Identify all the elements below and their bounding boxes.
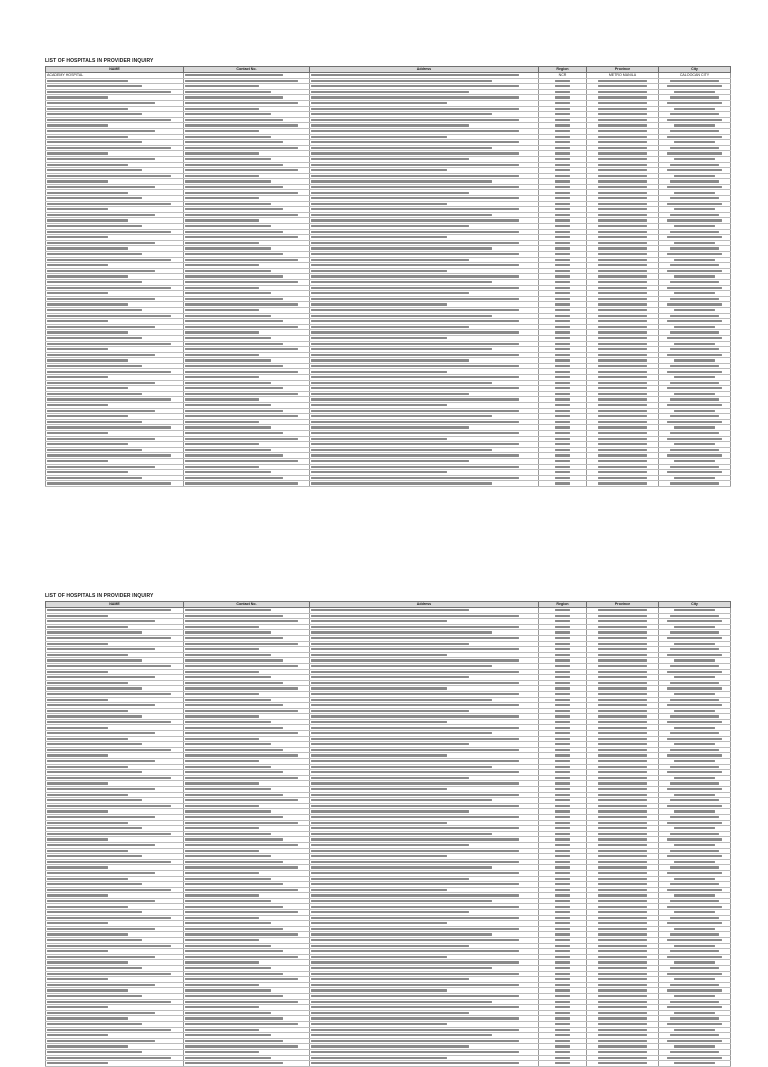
hospital-contact <box>184 842 310 848</box>
hospital-address <box>310 781 539 787</box>
table-row <box>46 352 731 358</box>
hospital-city <box>659 453 731 459</box>
hospital-contact <box>184 279 310 285</box>
hospital-city <box>659 285 731 291</box>
hospital-address <box>310 859 539 865</box>
hospital-name <box>46 257 184 263</box>
column-header-contact: Contact No. <box>184 602 310 608</box>
hospital-address <box>310 703 539 709</box>
hospital-contact <box>184 458 310 464</box>
hospital-address <box>310 960 539 966</box>
hospital-address <box>310 162 539 168</box>
hospital-city <box>659 134 731 140</box>
hospital-address <box>310 140 539 146</box>
hospital-city <box>659 770 731 776</box>
hospital-city <box>659 302 731 308</box>
hospital-address <box>310 352 539 358</box>
table-row <box>46 647 731 653</box>
hospital-contact <box>184 753 310 759</box>
hospital-city <box>659 1055 731 1061</box>
hospital-contact <box>184 235 310 241</box>
hospital-city <box>659 954 731 960</box>
hospital-name <box>46 425 184 431</box>
hospital-name <box>46 453 184 459</box>
column-header-city: City <box>659 67 731 73</box>
hospital-name <box>46 397 184 403</box>
table-row <box>46 859 731 865</box>
table-row <box>46 481 731 487</box>
hospital-name <box>46 341 184 347</box>
table-row <box>46 436 731 442</box>
hospital-address <box>310 319 539 325</box>
hospital-city <box>659 218 731 224</box>
table-row <box>46 128 731 134</box>
hospital-contact <box>184 977 310 983</box>
column-header-address: Address <box>310 602 539 608</box>
hospital-contact <box>184 1044 310 1050</box>
hospital-city: CALOOCAN CITY <box>659 73 731 79</box>
hospital-city <box>659 1005 731 1011</box>
hospital-contact <box>184 212 310 218</box>
hospital-city <box>659 921 731 927</box>
table-row <box>46 145 731 151</box>
hospital-address <box>310 770 539 776</box>
hospital-name <box>46 1055 184 1061</box>
hospital-address <box>310 151 539 157</box>
hospital-address <box>310 431 539 437</box>
hospital-province <box>587 1061 659 1067</box>
hospital-city <box>659 100 731 106</box>
hospital-address <box>310 307 539 313</box>
hospital-city <box>659 184 731 190</box>
hospital-contact <box>184 347 310 353</box>
hospital-contact <box>184 391 310 397</box>
hospital-address <box>310 117 539 123</box>
hospital-city <box>659 268 731 274</box>
hospital-address <box>310 613 539 619</box>
table-row <box>46 285 731 291</box>
hospital-table-body <box>46 73 731 487</box>
column-header-province: Province <box>587 67 659 73</box>
hospital-address <box>310 375 539 381</box>
hospital-address <box>310 263 539 269</box>
hospital-address <box>310 73 539 79</box>
hospital-city <box>659 84 731 90</box>
hospital-address <box>310 1016 539 1022</box>
document-title: LIST OF HOSPITALS IN PROVIDER INQUIRY <box>45 58 154 64</box>
hospital-name <box>46 971 184 977</box>
column-header-region: Region <box>539 602 587 608</box>
hospital-name <box>46 663 184 669</box>
hospital-name <box>46 229 184 235</box>
table-row <box>46 397 731 403</box>
hospital-city <box>659 117 731 123</box>
hospital-address <box>310 475 539 481</box>
table-row <box>46 1010 731 1016</box>
table-row <box>46 803 731 809</box>
table-row <box>46 887 731 893</box>
hospital-address <box>310 949 539 955</box>
table-row <box>46 775 731 781</box>
table-row <box>46 201 731 207</box>
hospital-address <box>310 814 539 820</box>
hospital-address <box>310 691 539 697</box>
hospital-address <box>310 993 539 999</box>
hospital-address <box>310 106 539 112</box>
hospital-address <box>310 982 539 988</box>
hospital-address <box>310 669 539 675</box>
hospital-table-1 <box>45 66 731 487</box>
hospital-city <box>659 1021 731 1027</box>
hospital-name <box>46 89 184 95</box>
document-title: LIST OF HOSPITALS IN PROVIDER INQUIRY <box>45 593 154 599</box>
hospital-address <box>310 481 539 487</box>
hospital-city <box>659 820 731 826</box>
table-row <box>46 184 731 190</box>
table-row <box>46 369 731 375</box>
table-row <box>46 663 731 669</box>
hospital-name <box>46 201 184 207</box>
hospital-city <box>659 419 731 425</box>
hospital-city <box>659 938 731 944</box>
table-row <box>46 915 731 921</box>
hospital-name <box>46 719 184 725</box>
hospital-contact <box>184 324 310 330</box>
hospital-name <box>46 831 184 837</box>
hospital-address <box>310 95 539 101</box>
table-row <box>46 731 731 737</box>
table-row <box>46 268 731 274</box>
table-row <box>46 89 731 95</box>
table-row <box>46 870 731 876</box>
hospital-address <box>310 680 539 686</box>
table-row <box>46 100 731 106</box>
table-row <box>46 954 731 960</box>
hospital-city <box>659 619 731 625</box>
table-row <box>46 719 731 725</box>
hospital-contact <box>184 663 310 669</box>
hospital-address <box>310 1049 539 1055</box>
hospital-address <box>310 184 539 190</box>
hospital-city <box>659 470 731 476</box>
hospital-city <box>659 787 731 793</box>
table-row <box>46 313 731 319</box>
hospital-contact <box>184 436 310 442</box>
column-header-address: Address <box>310 67 539 73</box>
column-header-name: NAME <box>46 602 184 608</box>
hospital-address <box>310 870 539 876</box>
hospital-name <box>46 1061 184 1067</box>
hospital-province <box>587 481 659 487</box>
hospital-name <box>46 859 184 865</box>
hospital-city <box>659 386 731 392</box>
table-row <box>46 380 731 386</box>
hospital-name <box>46 915 184 921</box>
hospital-city <box>659 703 731 709</box>
hospital-address <box>310 274 539 280</box>
hospital-city <box>659 635 731 641</box>
hospital-address <box>310 759 539 765</box>
hospital-contact <box>184 123 310 129</box>
table-row <box>46 341 731 347</box>
hospital-contact <box>184 78 310 84</box>
table-row <box>46 999 731 1005</box>
hospital-contact <box>184 731 310 737</box>
hospital-address <box>310 893 539 899</box>
table-row <box>46 703 731 709</box>
hospital-name <box>46 943 184 949</box>
hospital-address <box>310 714 539 720</box>
hospital-region <box>539 1061 587 1067</box>
hospital-table-2 <box>45 601 731 1067</box>
table-row <box>46 787 731 793</box>
hospital-address <box>310 915 539 921</box>
hospital-name <box>46 691 184 697</box>
hospital-name <box>46 747 184 753</box>
hospital-city <box>659 369 731 375</box>
hospital-city <box>659 481 731 487</box>
table-row <box>46 635 731 641</box>
hospital-contact <box>184 100 310 106</box>
hospital-address <box>310 453 539 459</box>
hospital-province: METRO MANILA <box>587 73 659 79</box>
hospital-name <box>46 369 184 375</box>
hospital-address <box>310 240 539 246</box>
column-header-contact: Contact No. <box>184 67 310 73</box>
hospital-address <box>310 442 539 448</box>
hospital-name <box>46 145 184 151</box>
hospital-address <box>310 837 539 843</box>
hospital-address <box>310 971 539 977</box>
hospital-city <box>659 904 731 910</box>
table-row <box>46 212 731 218</box>
hospital-city <box>659 201 731 207</box>
table-row <box>46 1055 731 1061</box>
hospital-contact <box>184 619 310 625</box>
table-row <box>46 1027 731 1033</box>
hospital-contact <box>184 954 310 960</box>
table-row <box>46 464 731 470</box>
hospital-contact <box>184 775 310 781</box>
table-row <box>46 324 731 330</box>
hospital-name <box>46 608 184 614</box>
hospital-city <box>659 319 731 325</box>
hospital-address <box>310 747 539 753</box>
hospital-name <box>46 1027 184 1033</box>
hospital-address <box>310 882 539 888</box>
hospital-address <box>310 363 539 369</box>
hospital-city <box>659 854 731 860</box>
hospital-address <box>310 904 539 910</box>
hospital-address <box>310 419 539 425</box>
hospital-contact <box>184 1061 310 1067</box>
hospital-contact <box>184 999 310 1005</box>
hospital-contact <box>184 1021 310 1027</box>
hospital-city <box>659 252 731 258</box>
hospital-city <box>659 151 731 157</box>
hospital-address <box>310 624 539 630</box>
table-row <box>46 117 731 123</box>
hospital-contact <box>184 708 310 714</box>
hospital-city <box>659 803 731 809</box>
table-row <box>46 173 731 179</box>
column-header-name: NAME <box>46 67 184 73</box>
hospital-address <box>310 296 539 302</box>
hospital-address <box>310 725 539 731</box>
hospital-address <box>310 1038 539 1044</box>
column-header-region: Region <box>539 67 587 73</box>
hospital-contact <box>184 145 310 151</box>
hospital-city <box>659 837 731 843</box>
hospital-region <box>539 481 587 487</box>
table-row <box>46 453 731 459</box>
hospital-contact <box>184 887 310 893</box>
hospital-name <box>46 173 184 179</box>
hospital-city <box>659 168 731 174</box>
table-row <box>46 971 731 977</box>
hospital-city <box>659 1038 731 1044</box>
hospital-contact <box>184 414 310 420</box>
hospital-contact <box>184 168 310 174</box>
hospital-address <box>310 285 539 291</box>
hospital-address <box>310 229 539 235</box>
hospital-address <box>310 1061 539 1067</box>
hospital-contact <box>184 257 310 263</box>
hospital-region: NCR <box>539 73 587 79</box>
hospital-address <box>310 1005 539 1011</box>
hospital-address <box>310 173 539 179</box>
hospital-city <box>659 719 731 725</box>
hospital-address <box>310 792 539 798</box>
hospital-city <box>659 736 731 742</box>
table-row <box>46 982 731 988</box>
hospital-city <box>659 436 731 442</box>
hospital-name <box>46 803 184 809</box>
hospital-address <box>310 207 539 213</box>
table-row <box>46 814 731 820</box>
hospital-address <box>310 647 539 653</box>
hospital-contact <box>184 865 310 871</box>
hospital-city <box>659 971 731 977</box>
hospital-address <box>310 218 539 224</box>
hospital-address <box>310 252 539 258</box>
hospital-address <box>310 1027 539 1033</box>
hospital-name <box>46 775 184 781</box>
hospital-contact <box>184 798 310 804</box>
hospital-contact <box>184 481 310 487</box>
hospital-contact <box>184 190 310 196</box>
hospital-table-body <box>46 608 731 1067</box>
hospital-contact <box>184 686 310 692</box>
hospital-city <box>659 235 731 241</box>
hospital-address <box>310 736 539 742</box>
hospital-city <box>659 403 731 409</box>
table-row <box>46 619 731 625</box>
hospital-address <box>310 196 539 202</box>
hospital-contact <box>184 302 310 308</box>
hospital-city <box>659 669 731 675</box>
table-row <box>46 1038 731 1044</box>
column-header-city: City <box>659 602 731 608</box>
hospital-address <box>310 938 539 944</box>
table-row <box>46 831 731 837</box>
table-row <box>46 926 731 932</box>
hospital-name <box>46 999 184 1005</box>
table-row <box>46 608 731 614</box>
hospital-contact <box>184 369 310 375</box>
hospital-address <box>310 408 539 414</box>
hospital-city <box>659 652 731 658</box>
table-row <box>46 257 731 263</box>
table-row <box>46 156 731 162</box>
hospital-name <box>46 285 184 291</box>
hospital-address <box>310 635 539 641</box>
table-row <box>46 425 731 431</box>
hospital-address <box>310 386 539 392</box>
hospital-name: ACADEMY HOSPITAL <box>46 73 184 79</box>
hospital-address <box>310 658 539 664</box>
hospital-contact <box>184 641 310 647</box>
hospital-address <box>310 848 539 854</box>
table-row <box>46 747 731 753</box>
table-row <box>46 675 731 681</box>
hospital-address <box>310 803 539 809</box>
table-row <box>46 1061 731 1067</box>
hospital-address <box>310 826 539 832</box>
table-row <box>46 240 731 246</box>
hospital-city <box>659 887 731 893</box>
table-row <box>46 691 731 697</box>
hospital-city <box>659 988 731 994</box>
hospital-address <box>310 464 539 470</box>
hospital-city <box>659 335 731 341</box>
hospital-name <box>46 117 184 123</box>
table-row <box>46 842 731 848</box>
hospital-name <box>46 635 184 641</box>
hospital-city <box>659 870 731 876</box>
table-row <box>46 898 731 904</box>
hospital-address <box>310 397 539 403</box>
hospital-city <box>659 352 731 358</box>
hospital-address <box>310 84 539 90</box>
hospital-list-section-2 <box>45 593 730 1067</box>
hospital-contact <box>184 910 310 916</box>
hospital-name <box>46 313 184 319</box>
hospital-address <box>310 926 539 932</box>
hospital-city <box>659 1061 731 1067</box>
hospital-list-section-1 <box>45 58 730 487</box>
hospital-city <box>659 686 731 692</box>
table-row <box>46 408 731 414</box>
table-row <box>46 296 731 302</box>
table-row <box>46 759 731 765</box>
hospital-contact <box>184 820 310 826</box>
hospital-address <box>310 330 539 336</box>
hospital-name <box>46 481 184 487</box>
hospital-address <box>310 128 539 134</box>
hospital-city <box>659 753 731 759</box>
hospital-address <box>310 341 539 347</box>
column-header-province: Province <box>587 602 659 608</box>
hospital-name <box>46 887 184 893</box>
table-row <box>46 943 731 949</box>
table-row <box>46 229 731 235</box>
hospital-contact <box>184 932 310 938</box>
